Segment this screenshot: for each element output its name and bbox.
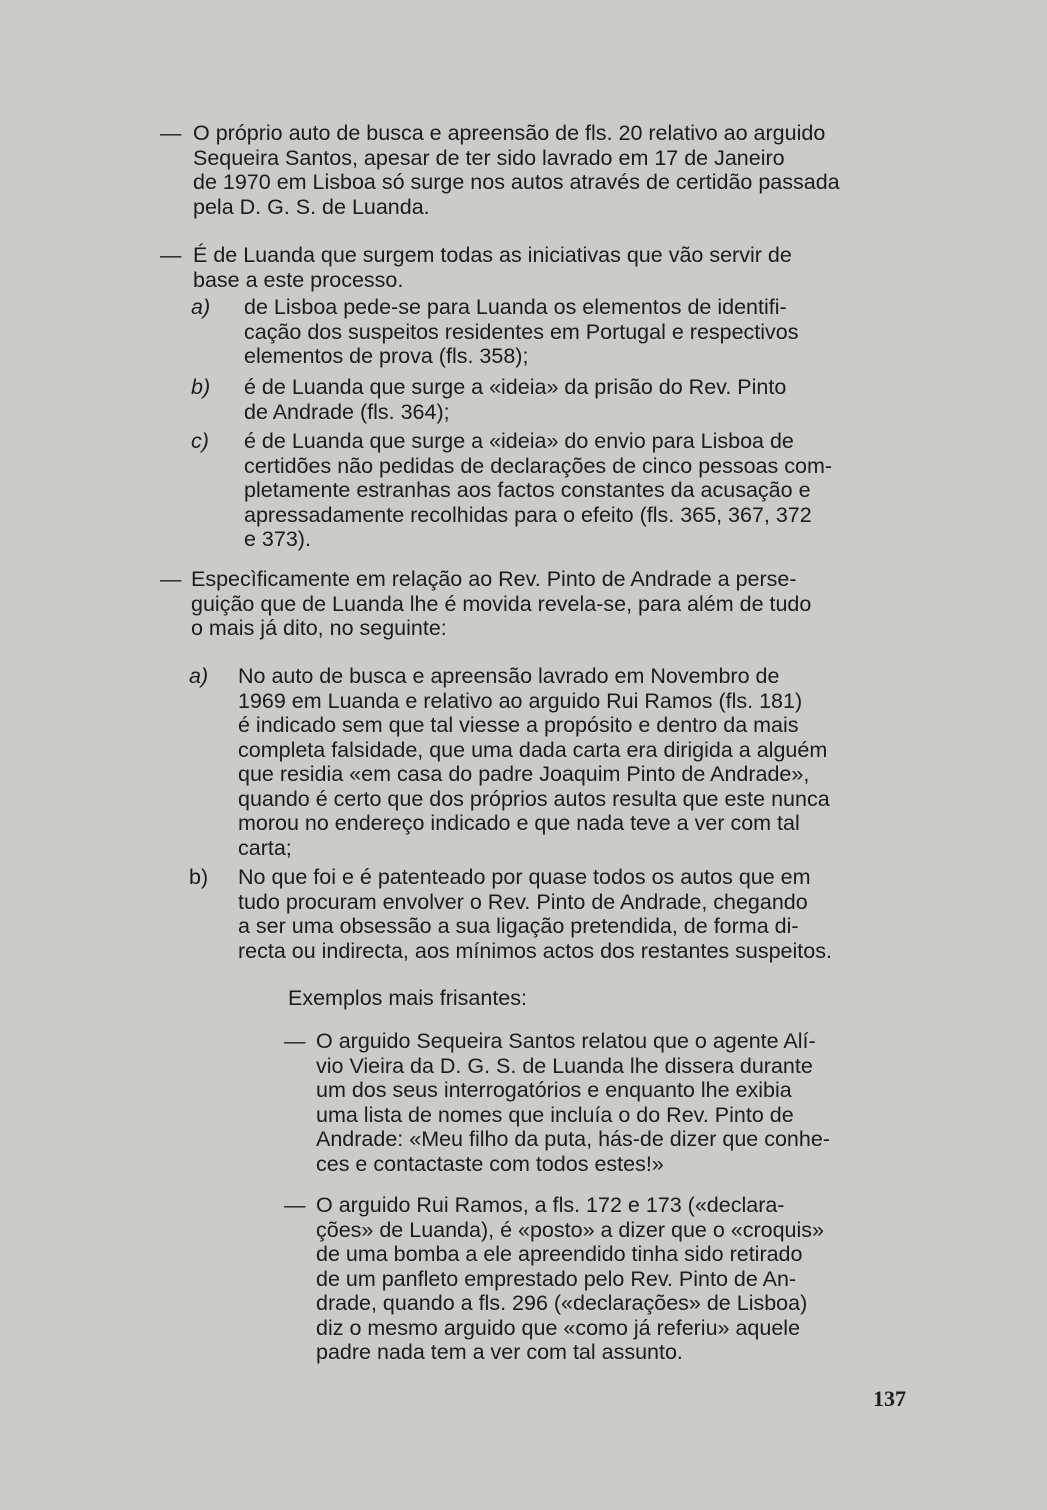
list-item bbox=[244, 429, 927, 552]
text-line: É de Luanda que surgem todas as iniciativas que vão servir de bbox=[193, 243, 792, 267]
text-line: de uma bomba a ele apreendido tinha sido retirado bbox=[316, 1242, 803, 1266]
text-line: é indicado sem que tal viesse a propósito e dentro da mais bbox=[238, 713, 799, 737]
list-item bbox=[244, 295, 927, 369]
dash-marker: — bbox=[160, 121, 182, 145]
paragraph-1 bbox=[193, 121, 927, 219]
list-label: a) bbox=[189, 664, 209, 688]
list-item bbox=[238, 865, 927, 963]
example-item bbox=[316, 1193, 921, 1365]
text-line: de Lisboa pede-se para Luanda os elementos de identifi- bbox=[244, 295, 787, 319]
text-line: a ser uma obsessão a sua ligação pretendida, de forma di- bbox=[238, 914, 799, 938]
text-line: O arguido Rui Ramos, a fls. 172 e 173 («declara- bbox=[316, 1193, 785, 1217]
text-line: de um panfleto emprestado pelo Rev. Pinto de An- bbox=[316, 1266, 797, 1291]
text-line: apressadamente recolhidas para o efeito (fls. 365, 367, 372 bbox=[244, 502, 812, 527]
list-label: a) bbox=[191, 295, 211, 319]
dash-marker: — bbox=[284, 1029, 306, 1053]
text-line: padre nada tem a ver com tal assunto. bbox=[316, 1340, 683, 1364]
text-line: cação dos suspeitos residentes em Portugal e respectivos bbox=[244, 319, 799, 344]
text-line: pela D. G. S. de Luanda. bbox=[193, 194, 430, 219]
text-line: certidões não pedidas de declarações de cinco pessoas com- bbox=[244, 453, 833, 478]
text-line: guição que de Luanda lhe é movida revela-se, para além de tudo bbox=[191, 591, 812, 616]
text-line: pletamente estranhas aos factos constantes da acusação e bbox=[244, 478, 811, 502]
list-item bbox=[244, 375, 927, 424]
text-line: drade, quando a fls. 296 («declarações» de Lisboa) bbox=[316, 1291, 808, 1315]
text-line: Especìficamente em relação ao Rev. Pinto de Andrade a perse- bbox=[191, 567, 797, 591]
text-line: No que foi e é patenteado por quase todos os autos que em bbox=[238, 865, 811, 889]
page-number: 137 bbox=[873, 1386, 906, 1411]
dash-marker: — bbox=[160, 567, 182, 591]
text-line: tudo procuram envolver o Rev. Pinto de Andrade, chegando bbox=[238, 889, 808, 914]
text-line: O próprio auto de busca e apreensão de fls. 20 relativo ao arguido bbox=[193, 121, 826, 145]
text-line: morou no endereço indicado e que nada teve a ver com tal bbox=[238, 811, 800, 835]
text-line: vio Vieira da D. G. S. de Luanda lhe dissera durante bbox=[316, 1053, 813, 1078]
text-line: ções» de Luanda), é «posto» a dizer que o «croquis» bbox=[316, 1217, 825, 1242]
text-line: o mais já dito, no seguinte: bbox=[191, 616, 447, 640]
paragraph-3 bbox=[191, 567, 927, 641]
examples-heading: Exemplos mais frisantes: bbox=[288, 986, 527, 1010]
text-line: uma lista de nomes que incluía o do Rev. Pinto de bbox=[316, 1102, 794, 1127]
list-label: b) bbox=[189, 865, 209, 889]
text-line: diz o mesmo arguido que «como já referiu» aquele bbox=[316, 1315, 801, 1340]
text-line: de 1970 em Lisboa só surge nos autos através de certidão passada bbox=[193, 170, 840, 194]
text-line: base a este processo. bbox=[193, 267, 404, 292]
example-item bbox=[316, 1029, 921, 1176]
list-label: b) bbox=[191, 375, 211, 399]
text-line: Sequeira Santos, apesar de ter sido lavrado em 17 de Janeiro bbox=[193, 145, 785, 170]
text-line: Andrade: «Meu filho da puta, hás-de dizer que conhe- bbox=[316, 1127, 830, 1151]
text-line: é de Luanda que surge a «ideia» da prisão do Rev. Pinto bbox=[244, 375, 787, 399]
dash-marker: — bbox=[160, 243, 182, 267]
text-line: O arguido Sequeira Santos relatou que o agente Alí- bbox=[316, 1029, 816, 1053]
text-line: de Andrade (fls. 364); bbox=[244, 399, 450, 424]
text-line: e 373). bbox=[244, 527, 311, 551]
paragraph-2 bbox=[193, 243, 927, 292]
text-line: um dos seus interrogatórios e enquanto lhe exibia bbox=[316, 1078, 792, 1102]
text-line: completa falsidade, que uma dada carta era dirigida a alguém bbox=[238, 737, 828, 762]
text-line: recta ou indirecta, aos mínimos actos dos restantes suspeitos. bbox=[238, 938, 832, 963]
text-line: carta; bbox=[238, 835, 292, 860]
list-label: c) bbox=[191, 429, 209, 453]
text-line: é de Luanda que surge a «ideia» do envio para Lisboa de bbox=[244, 429, 794, 453]
text-line: No auto de busca e apreensão lavrado em Novembro de bbox=[238, 664, 780, 688]
list-item bbox=[238, 664, 927, 860]
text-line: 1969 em Luanda e relativo ao arguido Rui Ramos (fls. 181) bbox=[238, 688, 803, 713]
text-line: quando é certo que dos próprios autos resulta que este nunca bbox=[238, 786, 830, 811]
dash-marker: — bbox=[284, 1193, 306, 1217]
text-line: elementos de prova (fls. 358); bbox=[244, 344, 529, 368]
text-line: que residia «em casa do padre Joaquim Pinto de Andrade», bbox=[238, 762, 810, 786]
text-line: ces e contactaste com todos estes!» bbox=[316, 1151, 664, 1176]
